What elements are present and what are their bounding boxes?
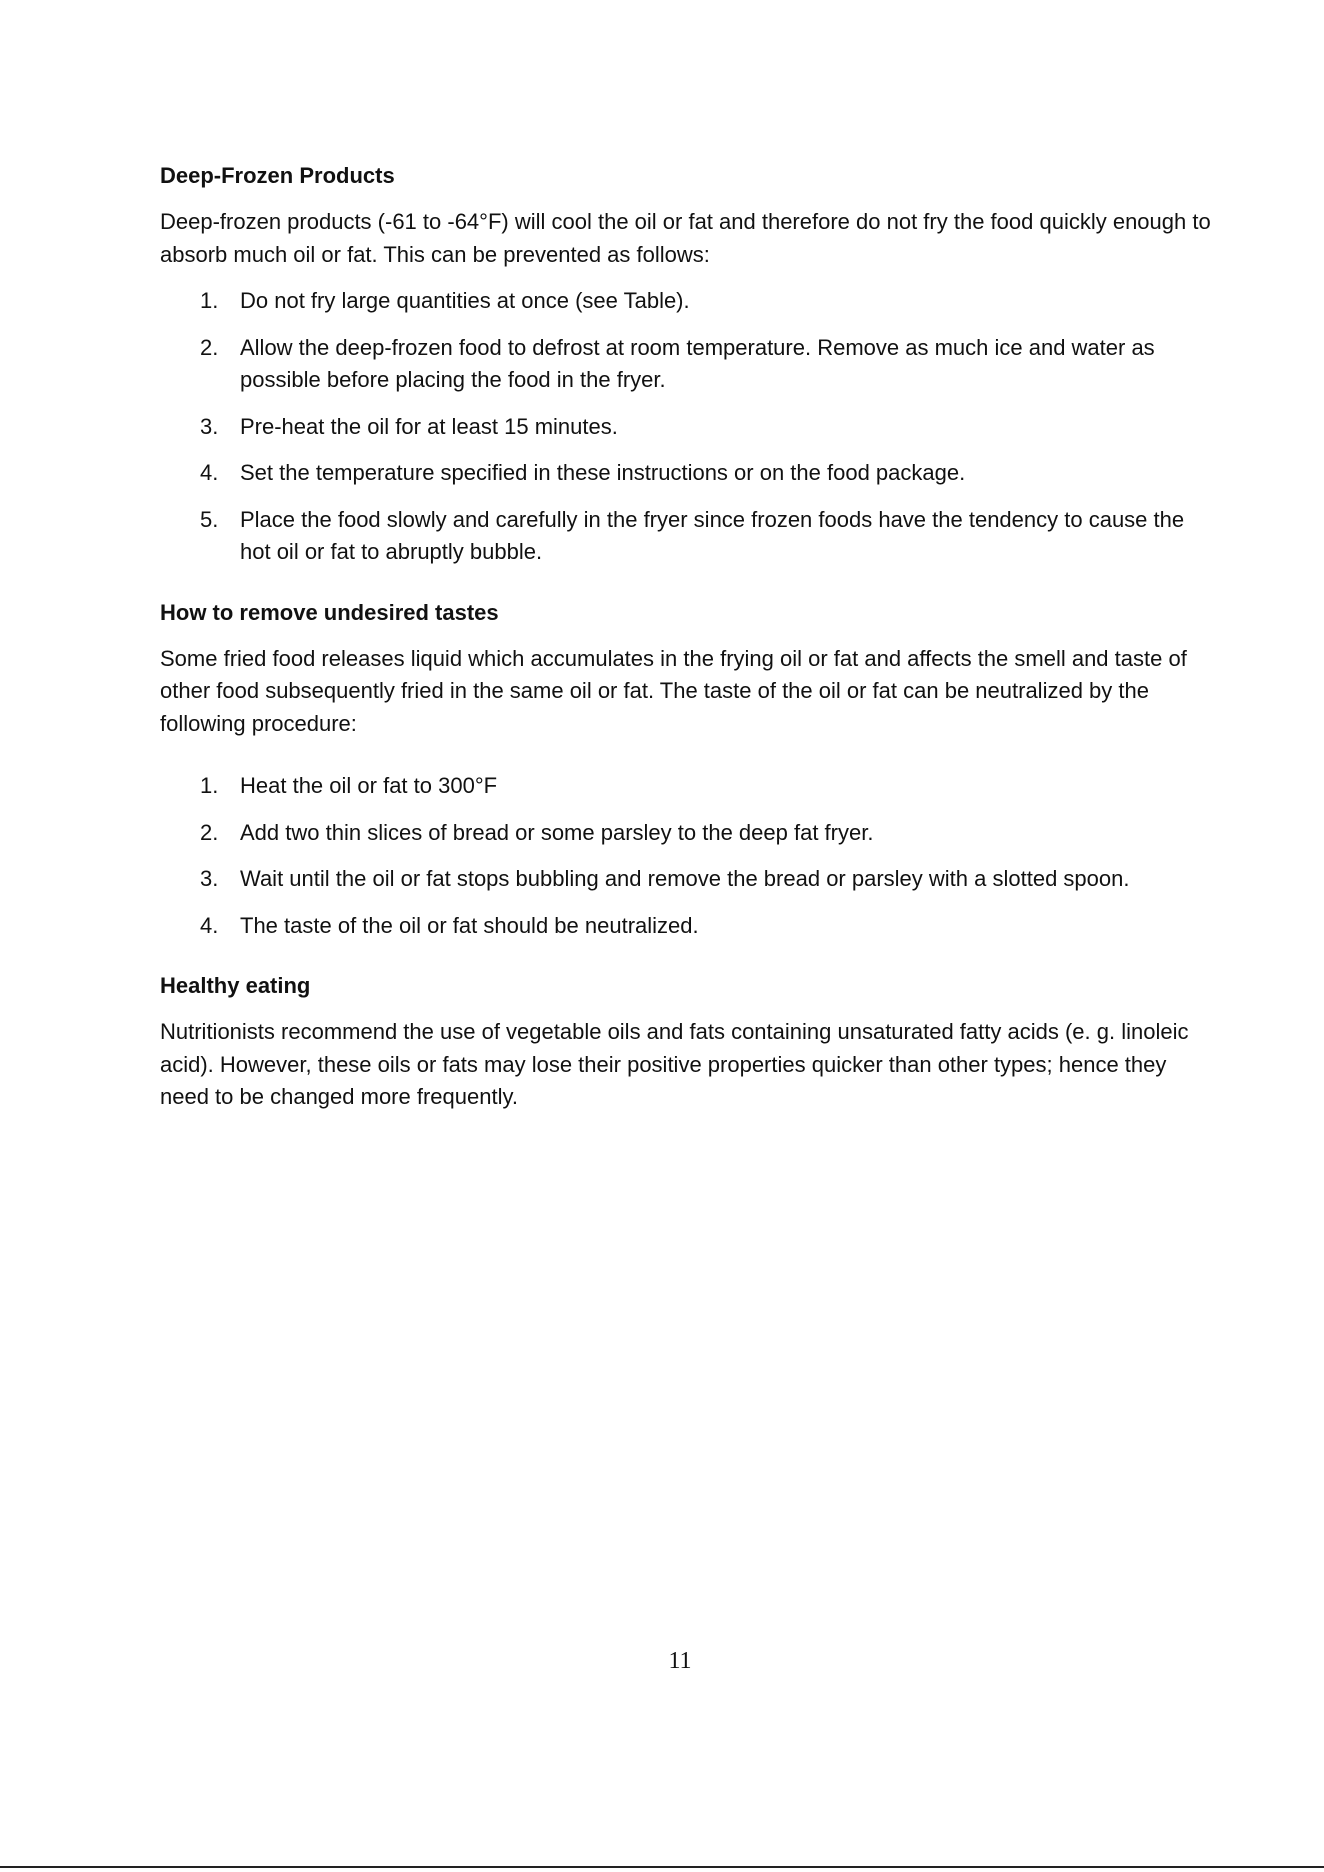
step-text: Heat the oil or fat to 300°F bbox=[240, 773, 498, 798]
step-text: The taste of the oil or fat should be neutralized. bbox=[240, 912, 699, 938]
step-number: 2. bbox=[200, 334, 219, 360]
step-number: 2. bbox=[200, 819, 219, 845]
undesired-tastes-steps-list bbox=[160, 770, 1220, 942]
deep-frozen-intro: Deep-frozen products (-61 to -64°F) will cool the oil or fat and therefore do not fry the food quickly enough to absorb much oil or fat. This can be prevented as follows: bbox=[160, 209, 1211, 267]
list-item bbox=[160, 411, 1220, 444]
step-number: 4. bbox=[200, 460, 219, 485]
list-item bbox=[160, 863, 1220, 896]
deep-frozen-steps-list bbox=[160, 285, 1220, 569]
step-number: 3. bbox=[200, 866, 219, 891]
step-text: Place the food slowly and carefully in the fryer since frozen foods have the tendency to cause the hot oil or fat to abruptly bubble. bbox=[240, 506, 1185, 564]
step-number: 1. bbox=[200, 773, 219, 798]
section-heading-deep-frozen-products: Deep-Frozen Products bbox=[160, 163, 395, 188]
list-item bbox=[160, 285, 1220, 318]
step-number: 4. bbox=[200, 912, 219, 938]
step-text: Add two thin slices of bread or some parsley to the deep fat fryer. bbox=[240, 819, 874, 845]
section-heading-remove-undesired-tastes: How to remove undesired tastes bbox=[160, 599, 499, 625]
healthy-eating-body: Nutritionists recommend the use of vegetable oils and fats containing unsaturated fatty acids (e. g. linoleic acid). However, these oils or fats may lose their positive properties quicker than other types; hence they need to be changed more frequently. bbox=[160, 1019, 1189, 1109]
page-bottom-border bbox=[0, 1866, 1324, 1868]
page-number: 11 bbox=[668, 1648, 692, 1674]
step-text: Wait until the oil or fat stops bubbling and remove the bread or parsley with a slotted spoon. bbox=[240, 866, 1130, 891]
list-item bbox=[160, 332, 1220, 397]
list-item bbox=[160, 770, 1220, 803]
list-item bbox=[160, 817, 1220, 850]
step-text: Do not fry large quantities at once (see Table). bbox=[240, 288, 690, 313]
section-spacer bbox=[160, 583, 1220, 597]
undesired-tastes-intro: Some fried food releases liquid which accumulates in the frying oil or fat and affects the smell and taste of other food subsequently fried in the same oil or fat. The taste of the oil or fat can be neutralized by the following procedure: bbox=[160, 645, 1187, 736]
step-number: 3. bbox=[200, 413, 219, 439]
step-number: 5. bbox=[200, 506, 219, 532]
step-text: Pre-heat the oil for at least 15 minutes. bbox=[240, 413, 618, 439]
step-number: 1. bbox=[200, 288, 219, 313]
step-text: Set the temperature specified in these instructions or on the food package. bbox=[240, 460, 966, 485]
list-item bbox=[160, 457, 1220, 490]
step-text: Allow the deep-frozen food to defrost at room temperature. Remove as much ice and water as possible before placing the food in the fryer. bbox=[240, 334, 1155, 392]
section-heading-healthy-eating: Healthy eating bbox=[160, 973, 311, 998]
section-spacer bbox=[160, 956, 1220, 970]
page-content bbox=[160, 160, 1220, 1128]
list-item bbox=[160, 504, 1220, 569]
list-item bbox=[160, 910, 1220, 943]
